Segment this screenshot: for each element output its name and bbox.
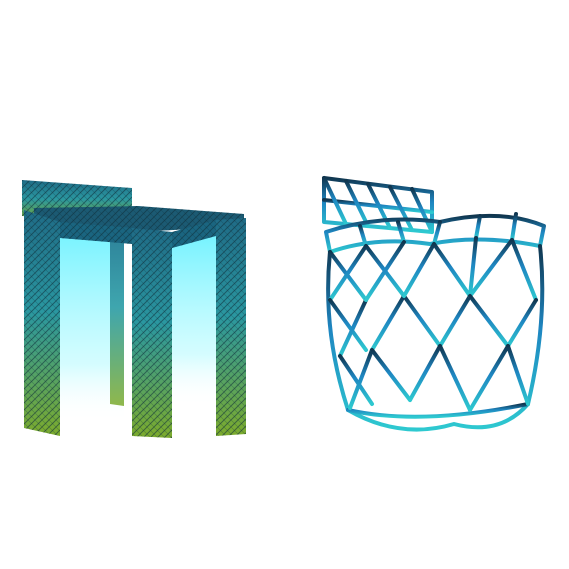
truss-chair — [324, 178, 544, 430]
truss-chair-body — [328, 238, 542, 430]
truss-chair-backrest — [324, 178, 432, 232]
lattice-chair — [22, 180, 246, 438]
lattice-chair-leg-back-left — [110, 226, 124, 406]
